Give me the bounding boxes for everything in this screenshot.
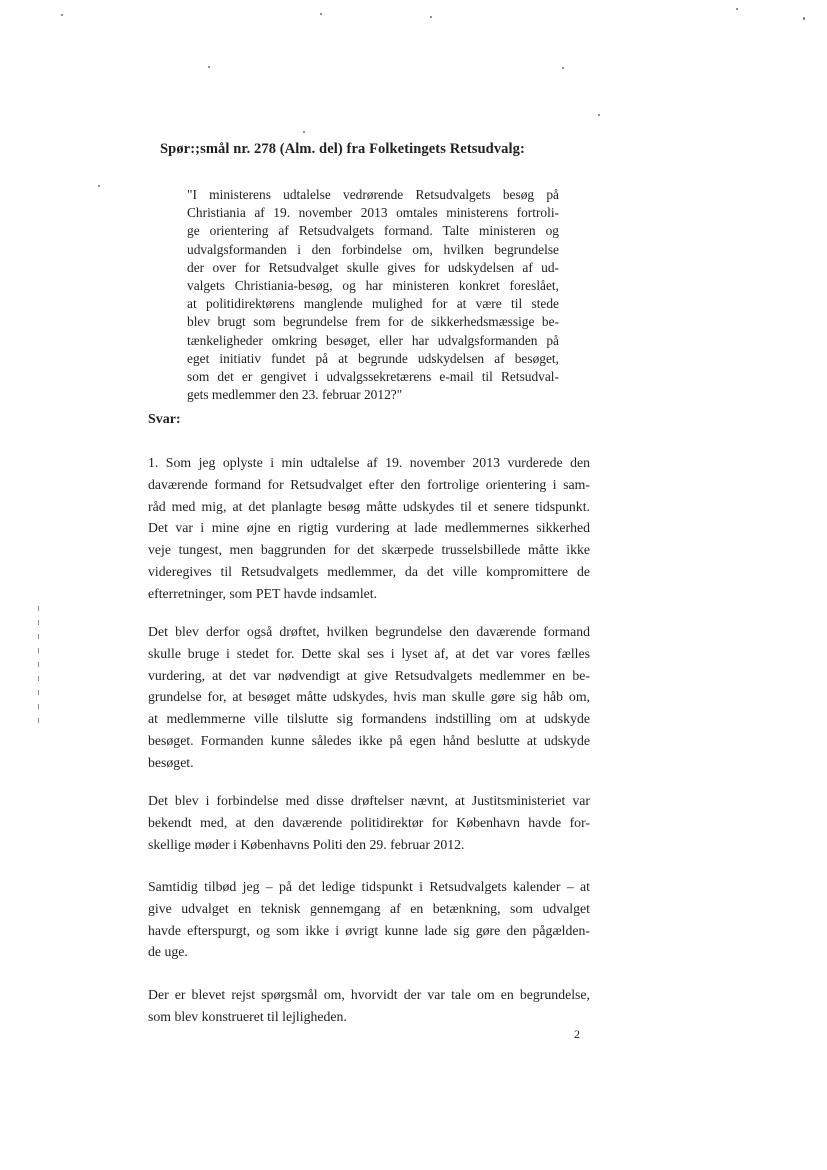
paragraph-line: efterretninger, som PET havde indsamlet. (148, 585, 378, 601)
margin-mark (38, 634, 39, 639)
paragraph-line: besøget. Formanden kunne således ikke på egen hånd beslutte at udskyde (148, 732, 590, 748)
scan-speck (562, 67, 564, 69)
paragraph-line: 1. Som jeg oplyste i min udtalelse af 19. november 2013 vurderede den (148, 455, 590, 470)
paragraph-line: de uge. (148, 944, 188, 960)
paragraph-line: havde efterspurgt, og som ikke i øvrigt kunne lade sig gøre den pågælden- (148, 922, 590, 938)
margin-mark (38, 606, 39, 611)
scan-speck (98, 185, 100, 187)
paragraph-line: veje tungest, men baggrunden for det skærpede trusselsbillede måtte ikke (148, 542, 590, 558)
scan-speck (208, 66, 210, 68)
paragraph-line: vurdering, at det var nødvendigt at give Retsudvalgets medlemmer en be- (148, 667, 590, 683)
quote-line: ge orientering af Retsudvalgets formand. Talte ministeren og (187, 223, 559, 239)
paragraph-line: Det blev derfor også drøftet, hvilken begrundelse den daværende formand (148, 624, 590, 639)
margin-mark (38, 676, 39, 681)
answer-paragraph-3 (148, 790, 590, 855)
paragraph-line: Det var i mine øjne en rigtig vurdering at lade medlemmernes sikkerhed (148, 520, 590, 536)
answer-label: Svar: (148, 412, 181, 427)
scan-speck (61, 14, 63, 16)
margin-mark (38, 620, 39, 625)
quote-line: blev brugt som begrundelse frem for de sikkerhedsmæssige be- (187, 314, 559, 330)
quote-line: udvalgsformanden i den forbindelse om, hvilken begrundelse (187, 241, 559, 257)
answer-paragraph-4 (148, 876, 590, 963)
margin-mark (38, 662, 39, 667)
page-number: 2 (574, 1027, 580, 1041)
quote-line: eget initiativ fundet på at begrunde udskydelsen af besøget, (187, 350, 559, 366)
quote-line: "I ministerens udtalelse vedrørende Retsudvalgets besøg på (187, 187, 559, 202)
scan-speck (320, 13, 322, 15)
quote-line: valgets Christiania-besøg, og har ministeren konkret foreslået, (187, 277, 559, 293)
paragraph-line: Samtidig tilbød jeg – på det ledige tidspunkt i Retsudvalgets kalender – at (148, 879, 590, 894)
margin-mark (38, 690, 39, 695)
paragraph-line: bekendt med, at den daværende politidirektør for København havde for- (148, 814, 590, 830)
quote-line: som det er gengivet i udvalgssekretærens e-mail til Retsudval- (187, 368, 559, 384)
paragraph-line: Der er blevet rejst spørgsmål om, hvorvidt der var tale om en begrundelse, (148, 987, 590, 1002)
paragraph-line: skellige møder i Københavns Politi den 29. februar 2012. (148, 836, 465, 852)
scan-speck (430, 16, 432, 18)
scan-speck (303, 131, 305, 133)
quote-line: tænkeligheder omkring besøget, eller har udvalgsformanden på (187, 332, 559, 348)
margin-mark (38, 648, 39, 653)
answer-paragraph-5 (148, 984, 590, 1028)
quote-line: gets medlemmer den 23. februar 2012?" (187, 387, 403, 403)
paragraph-line: give udvalget en teknisk gennemgang af en betænkning, som udvalget (148, 900, 590, 916)
quote-line: der over for Retsudvalget skulle gives for udskydelsen af ud- (187, 259, 559, 275)
paragraph-line: daværende formand for Retsudvalget efter den fortrolige orientering i sam- (148, 476, 590, 492)
scan-speck (736, 8, 738, 10)
paragraph-line: besøget. (148, 754, 194, 770)
paragraph-line: som blev konstrueret til lejligheden. (148, 1008, 347, 1024)
quote-line: at politidirektørens manglende mulighed for at være til stede (187, 296, 559, 312)
paragraph-line: at medlemmerne ville tilslutte sig formandens indstilling om at udskyde (148, 711, 590, 727)
paragraph-line: Det blev i forbindelse med disse drøftelser nævnt, at Justitsministeriet var (148, 793, 590, 808)
paragraph-line: grundelse for, at besøget måtte udskydes, hvis man skulle gøre sig håb om, (148, 689, 590, 705)
paragraph-line: videregives til Retsudvalgets medlemmer, da det ville kompromittere de (148, 563, 590, 579)
margin-mark (38, 718, 39, 723)
paragraph-line: skulle bruge i stedet for. Dette skal ses i lyset af, at det var vores fælles (148, 645, 590, 661)
question-heading: Spør:;smål nr. 278 (Alm. del) fra Folketingets Retsudvalg: (160, 141, 525, 157)
answer-paragraph-1 (148, 452, 590, 605)
paragraph-line: råd med mig, at det planlagte besøg måtte udskydes til et senere tidspunkt. (148, 498, 590, 514)
scan-speck (803, 17, 805, 20)
margin-mark (38, 704, 39, 709)
quote-line: Christiania af 19. november 2013 omtales ministerens fortroli- (187, 205, 559, 221)
scan-speck (598, 114, 600, 116)
question-quote (187, 186, 559, 404)
answer-paragraph-2 (148, 621, 590, 774)
